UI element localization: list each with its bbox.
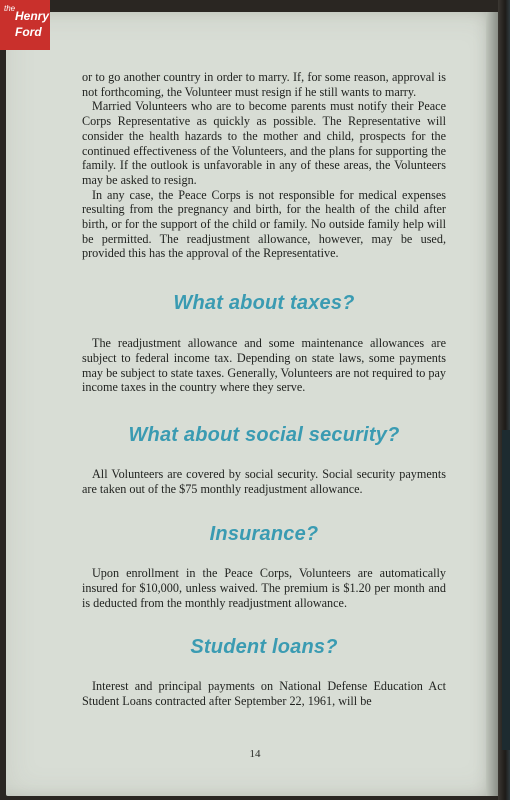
heading-social-security: What about social security? [128,423,400,446]
heading-insurance: Insurance? [209,523,319,546]
logo-text-henry: Henry [15,9,50,23]
facing-page-edge [498,0,510,800]
heading-student-loans: Student loans? [190,636,338,659]
intro-paragraph-3: In any case, the Peace Corps is not responsible for medical expenses resulting from the pregnancy and birth, for the health of the child after birth, or for the support of the child or family. No outside family help will be permitted. The readjustment allowance, however, may be used, provided this has the approval of the Representative. [82,187,446,261]
paragraph-student-loans: Interest and principal payments on National Defense Education Act Student Loans contracted after September 22, 1961, will be [82,679,446,709]
page-number: 14 [249,748,261,760]
heading-taxes: What about taxes? [173,292,355,315]
intro-paragraph-1: or to go another country in order to marry. If, for some reason, approval is not forthcoming, the Volunteer must resign if he still wants to marry. [82,70,446,99]
paragraph-social-security: All Volunteers are covered by social security. Social security payments are taken out of the $75 monthly readjustment allowance. [82,466,446,496]
page-spine-shadow [486,12,498,796]
page-body [82,70,446,709]
logo-text-the: the [4,4,16,13]
facing-page-image-strip [502,430,510,750]
paragraph-taxes: The readjustment allowance and some maintenance allowances are subject to federal income tax. Depending on state laws, some payments may be subject to state taxes. Generally, Volunteers are not required to pay income taxes in the country where they serve. [82,336,446,395]
logo-text-ford: Ford [15,25,42,39]
henry-ford-logo [0,0,50,50]
paragraph-insurance: Upon enrollment in the Peace Corps, Volunteers are automatically insured for $10,000, unless waived. The premium is $1.20 per month and is deducted from the monthly readjustment allowance. [82,566,446,610]
intro-paragraph-2: Married Volunteers who are to become parents must notify their Peace Corps Representative as quickly as possible. The Representative will consider the health hazards to the mother and child, prospects for the continued effectiveness of the Volunteers, and the plans for supporting the family. If the outlook is unfavorable in any of these areas, the Volunteers may be asked to resign. [82,99,446,187]
